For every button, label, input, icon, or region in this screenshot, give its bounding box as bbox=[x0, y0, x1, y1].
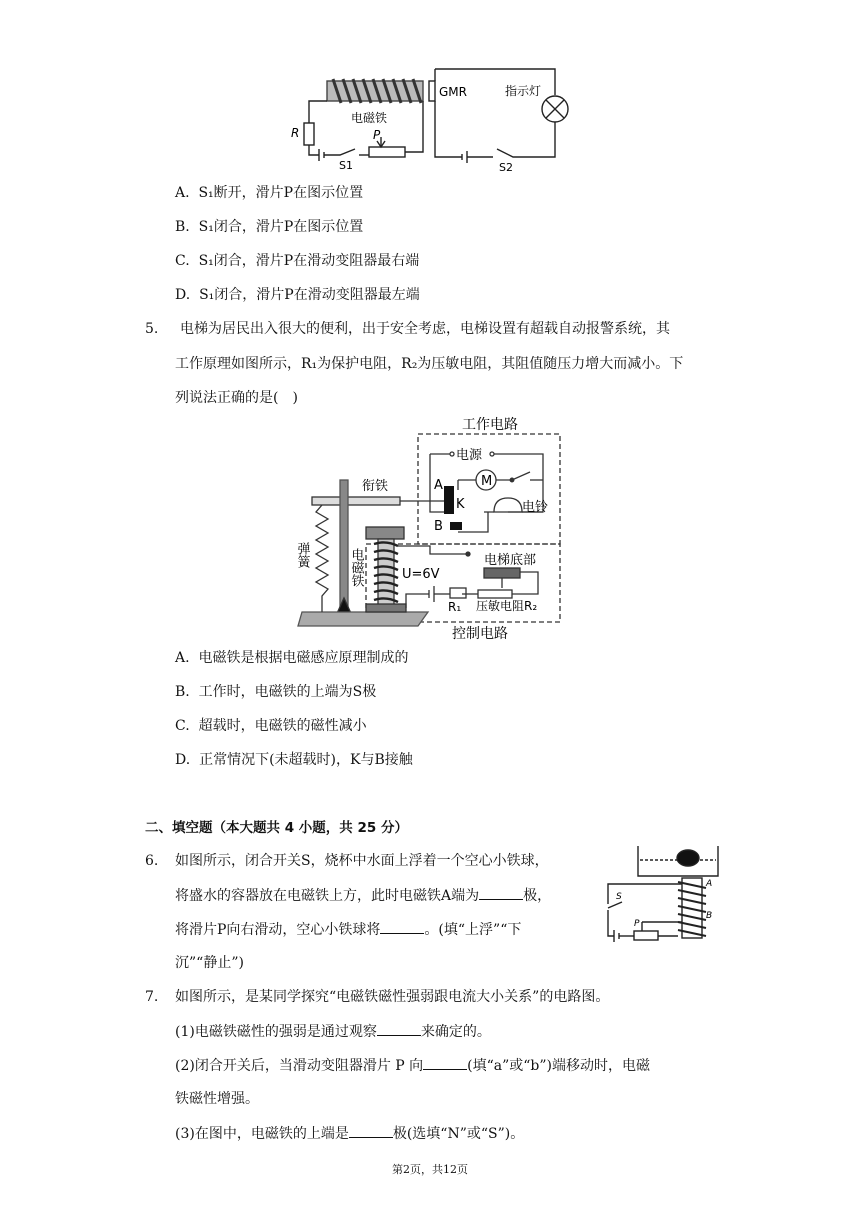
q5-number: 5. bbox=[145, 321, 159, 337]
q6-blank-2[interactable] bbox=[380, 919, 424, 934]
fig3-a-label: A bbox=[706, 879, 713, 889]
fig2-em-label: 电磁铁 bbox=[348, 548, 364, 587]
figure-electromagnet-gmr-circuit bbox=[285, 65, 565, 180]
q6-line-1: 如图所示，闭合开关S，烧杯中水面上浮着一个空心小铁球， bbox=[175, 853, 549, 869]
q4-option-d: D. S₁闭合，滑片P在滑动变阻器最左端 bbox=[175, 287, 420, 303]
q7-number: 7. bbox=[145, 989, 159, 1005]
q7-part-2: (2)闭合开关后，当滑动变阻器滑片 P 向 (填“a”或“b”)端移动时，电磁 bbox=[175, 1055, 650, 1076]
q4-option-a: A. S₁断开，滑片P在图示位置 bbox=[175, 185, 364, 201]
q4-option-c: C. S₁闭合，滑片P在滑动变阻器最右端 bbox=[175, 253, 420, 269]
q6-line-3: 将滑片P向右滑动，空心小铁球将 。(填“上浮”“下 bbox=[175, 919, 521, 940]
fig2-power-label: 电源 bbox=[456, 448, 483, 463]
fig2-spring-label: 弹簧 bbox=[294, 542, 310, 568]
fig2-voltage-label: U=6V bbox=[402, 567, 440, 582]
q6-line-4: 沉”“静止”) bbox=[175, 955, 244, 971]
figure-elevator-alarm-circuit bbox=[294, 412, 563, 644]
q5-option-a: A. 电磁铁是根据电磁感应原理制成的 bbox=[175, 650, 409, 666]
fig2-b-label: B bbox=[434, 519, 443, 534]
fig1-s2-label: S2 bbox=[499, 161, 513, 174]
q7-part-3: (3)在图中，电磁铁的上端是 极(选填“N”或“S”)。 bbox=[175, 1123, 524, 1144]
q7-line-1: 如图所示，是某同学探究“电磁铁磁性强弱跟电流大小关系”的电路图。 bbox=[175, 989, 610, 1005]
q5-option-c: C. 超载时，电磁铁的磁性减小 bbox=[175, 718, 367, 734]
fig3-s-label: S bbox=[616, 892, 622, 902]
fig3-b-label: B bbox=[706, 911, 713, 921]
section-heading-fill-blank: 二、填空题（本大题共 4 小题，共 25 分） bbox=[145, 820, 408, 836]
q4-option-b: B. S₁闭合，滑片P在图示位置 bbox=[175, 219, 364, 235]
q7-blank-2[interactable] bbox=[423, 1055, 467, 1070]
fig1-r-label: R bbox=[291, 126, 300, 140]
q6-blank-1[interactable] bbox=[479, 885, 523, 900]
q7-blank-3[interactable] bbox=[349, 1123, 393, 1138]
figure-beaker-electromagnet bbox=[578, 842, 724, 946]
q6-number: 6. bbox=[145, 853, 159, 869]
fig2-work-circuit-label: 工作电路 bbox=[462, 417, 518, 433]
page-footer: 第2页，共12页 bbox=[392, 1163, 468, 1176]
q5-line-3: 列说法正确的是( ) bbox=[175, 390, 298, 406]
fig1-gmr-label: GMR bbox=[439, 85, 467, 99]
q6-line-2: 将盛水的容器放在电磁铁上方，此时电磁铁A端为 极， bbox=[175, 885, 551, 906]
q5-line-1: 电梯为居民出入很大的便利，出于安全考虑，电梯设置有超载自动报警系统，其 bbox=[180, 321, 670, 337]
fig3-p-label: P bbox=[634, 919, 640, 929]
fig2-armature-label: 衔铁 bbox=[362, 479, 389, 494]
fig2-floor-label: 电梯底部 bbox=[484, 553, 537, 568]
fig2-r1-label: R₁ bbox=[448, 600, 462, 614]
fig2-k-label: K bbox=[456, 497, 465, 512]
fig1-p-label: P bbox=[373, 128, 381, 142]
q5-option-d: D. 正常情况下(未超载时)，K与B接触 bbox=[175, 752, 413, 768]
fig1-s1-label: S1 bbox=[339, 159, 353, 172]
q5-line-2: 工作原理如图所示，R₁为保护电阻，R₂为压敏电阻，其阻值随压力增大而减小。下 bbox=[175, 356, 684, 372]
fig1-em-label: 电磁铁 bbox=[351, 111, 388, 125]
q7-blank-1[interactable] bbox=[377, 1021, 421, 1036]
fig1-lamp-label: 指示灯 bbox=[505, 84, 542, 98]
fig2-motor-label: M bbox=[481, 474, 493, 489]
q7-part-1: (1)电磁铁磁性的强弱是通过观察 来确定的。 bbox=[175, 1021, 491, 1042]
fig2-bell-label: 电铃 bbox=[522, 500, 549, 515]
fig2-control-circuit-label: 控制电路 bbox=[452, 626, 508, 642]
q7-part-2-cont: 铁磁性增强。 bbox=[175, 1091, 259, 1107]
q5-option-b: B. 工作时，电磁铁的上端为S极 bbox=[175, 684, 377, 700]
fig2-a-label: A bbox=[434, 478, 443, 493]
fig2-r2-label: 压敏电阻R₂ bbox=[476, 599, 538, 613]
